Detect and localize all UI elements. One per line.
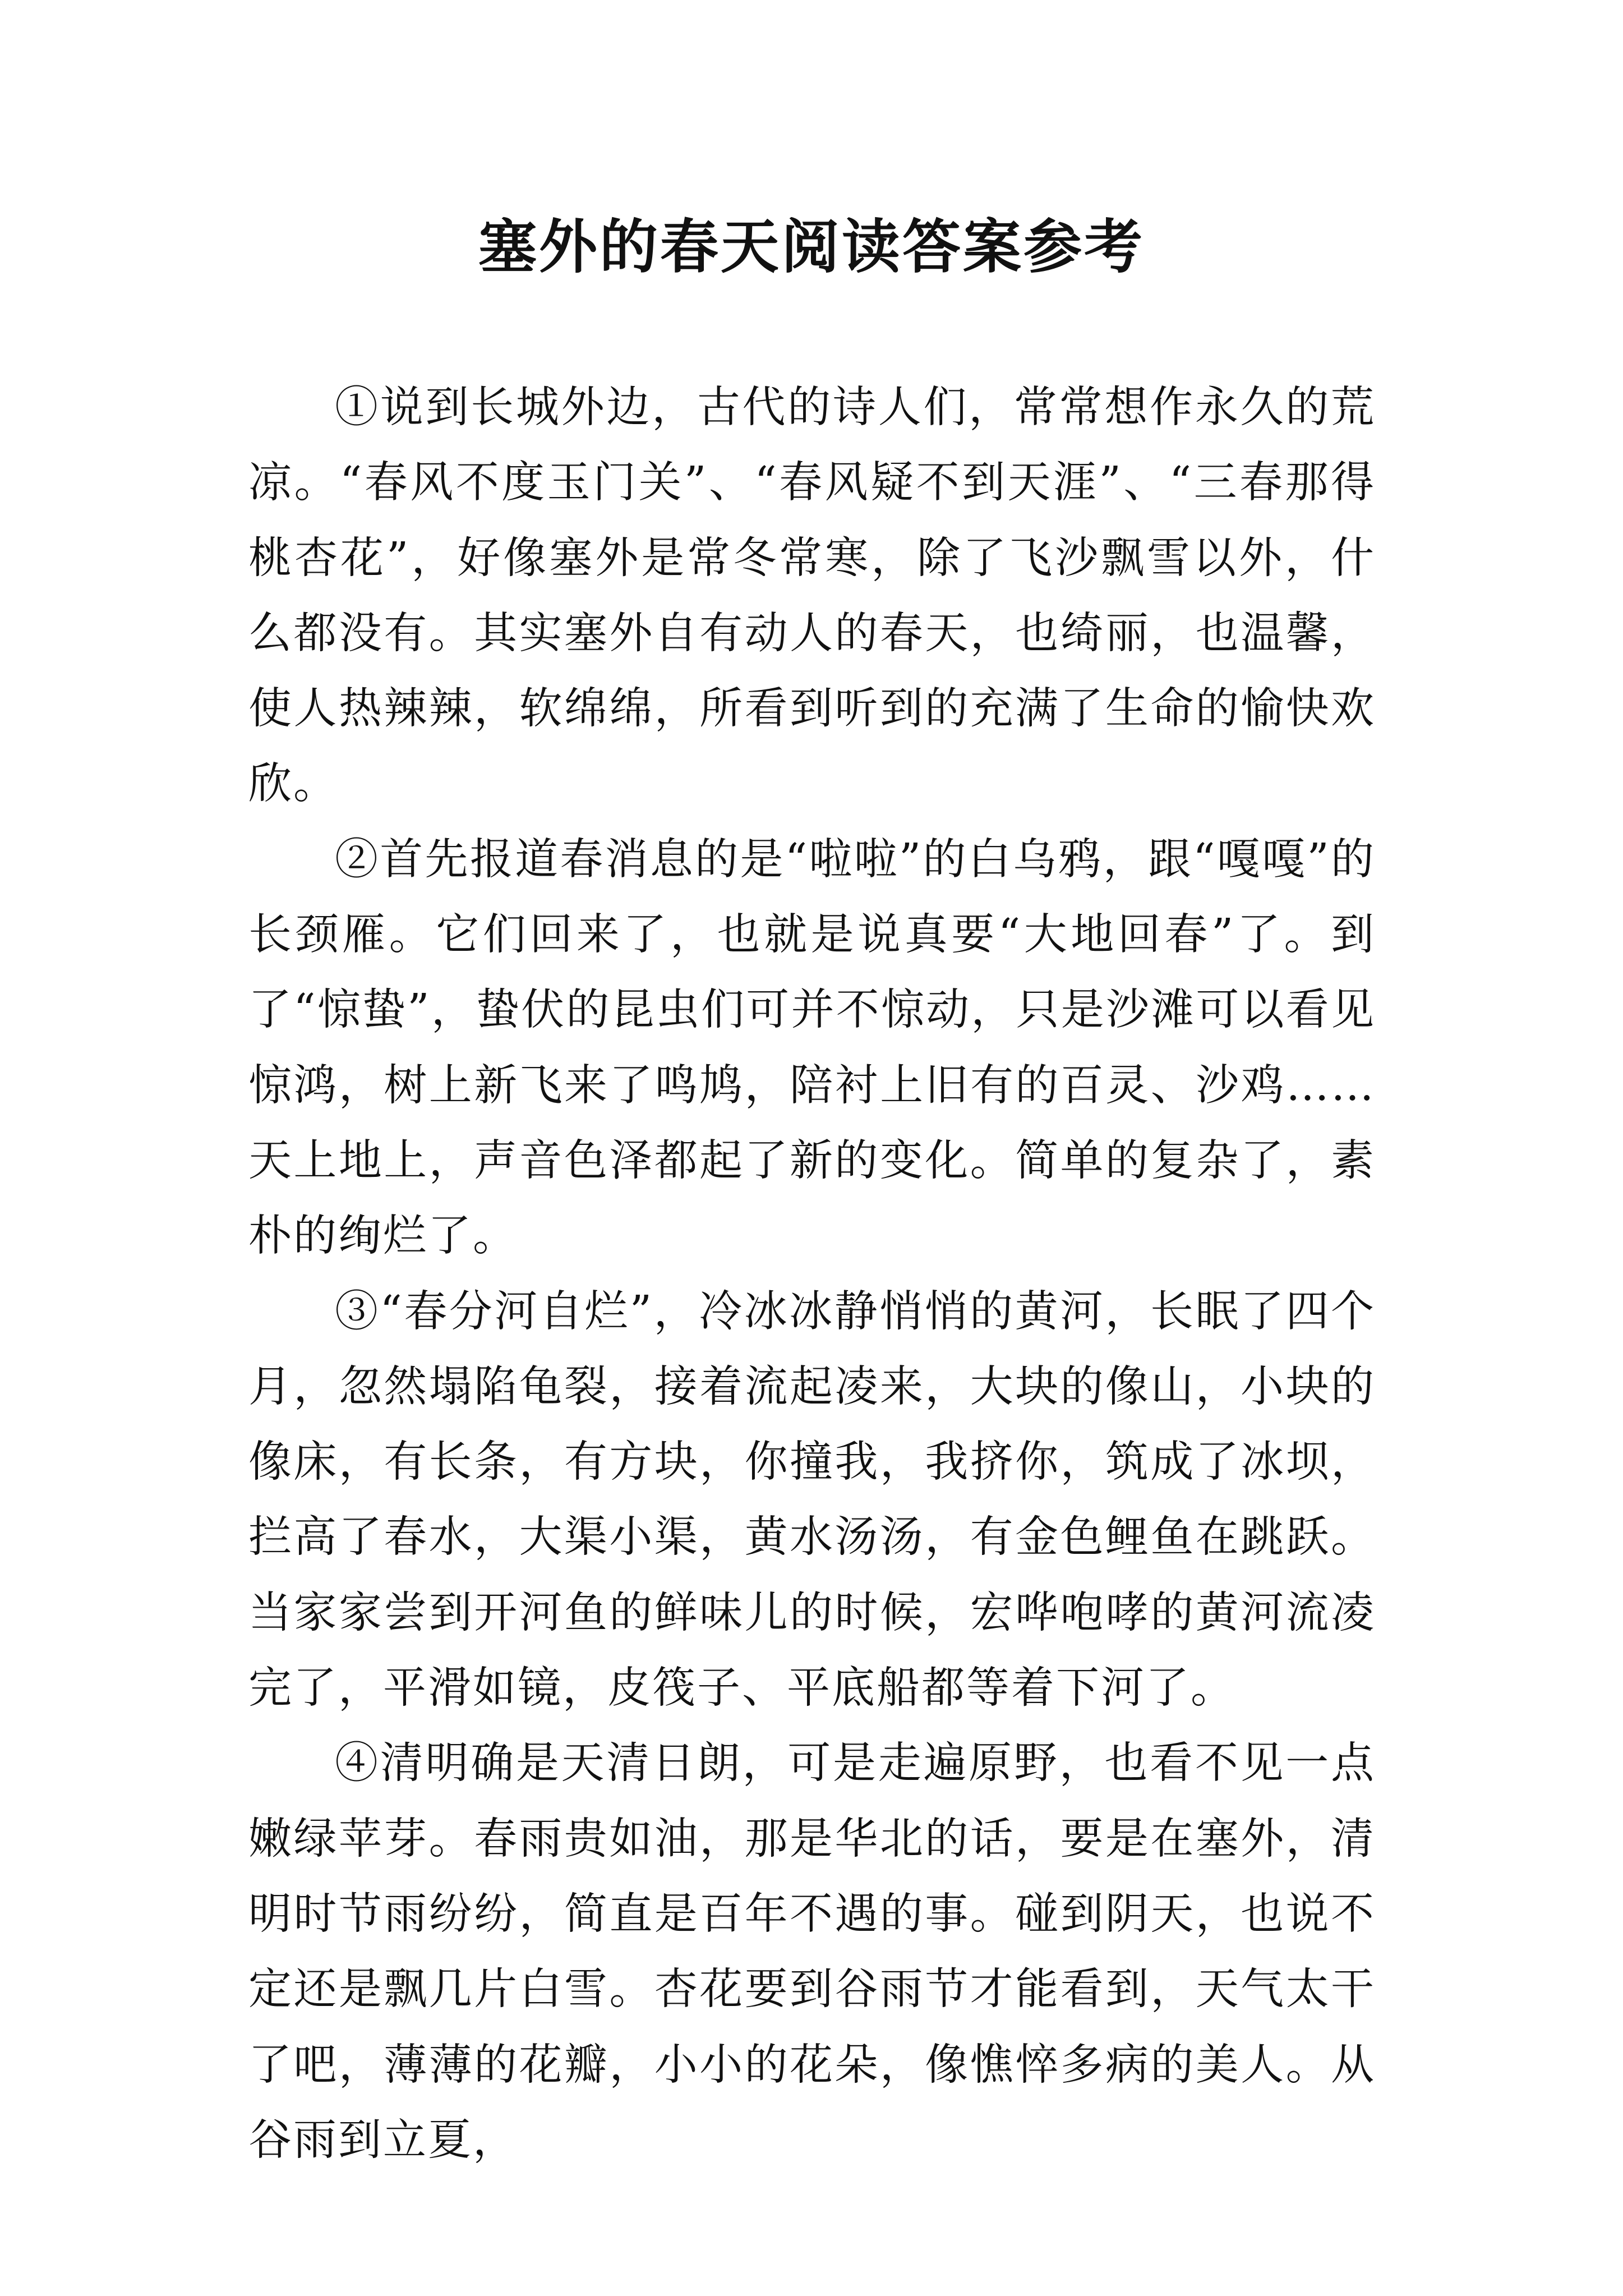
paragraph-2: ②首先报道春消息的是“啦啦”的白乌鸦，跟“嘎嘎”的长颈雁。它们回来了，也就是说真要“大地回春”了。到了“惊蛰”，蛰伏的昆虫们可并不惊动，只是沙滩可以看见惊鸿，树上新飞来了鸣鸠，陪衬上旧有的百灵、沙鸡……天上地上，声音色泽都起了新的变化。简单的复杂了，素朴的绚烂了。 bbox=[248, 834, 1376, 1262]
document-body bbox=[248, 370, 1376, 2178]
paragraph-1: ①说到长城外边，古代的诗人们，常常想作永久的荒凉。“春风不度玉门关”、“春风疑不到天涯”、“三春那得桃杏花”，好像塞外是常冬常寒，除了飞沙飘雪以外，什么都没有。其实塞外自有动人的春天，也绮丽，也温馨，使人热辣辣，软绵绵，所看到听到的充满了生命的愉快欢欣。 bbox=[248, 383, 1376, 809]
paragraph-4: ④清明确是天清日朗，可是走遍原野，也看不见一点嫩绿苹芽。春雨贵如油，那是华北的话，要是在塞外，清明时节雨纷纷，简直是百年不遇的事。碰到阴天，也说不定还是飘几片白雪。杏花要到谷雨节才能看到，天气太干了吧，薄薄的花瓣，小小的花朵，像憔悴多病的美人。从谷雨到立夏， bbox=[248, 1738, 1376, 2165]
document-title: 塞外的春天阅读答案参考 bbox=[478, 212, 1145, 281]
paragraph-3: ③“春分河自烂”，冷冰冰静悄悄的黄河，长眠了四个月，忽然塌陷龟裂，接着流起凌来，大块的像山，小块的像床，有长条，有方块，你撞我，我挤你，筑成了冰坝，拦高了春水，大渠小渠，黄水汤汤，有金色鲤鱼在跳跃。当家家尝到开河鱼的鲜味儿的时候，宏哗咆哮的黄河流凌完了，平滑如镜，皮筏子、平底船都等着下河了。 bbox=[248, 1286, 1376, 1714]
